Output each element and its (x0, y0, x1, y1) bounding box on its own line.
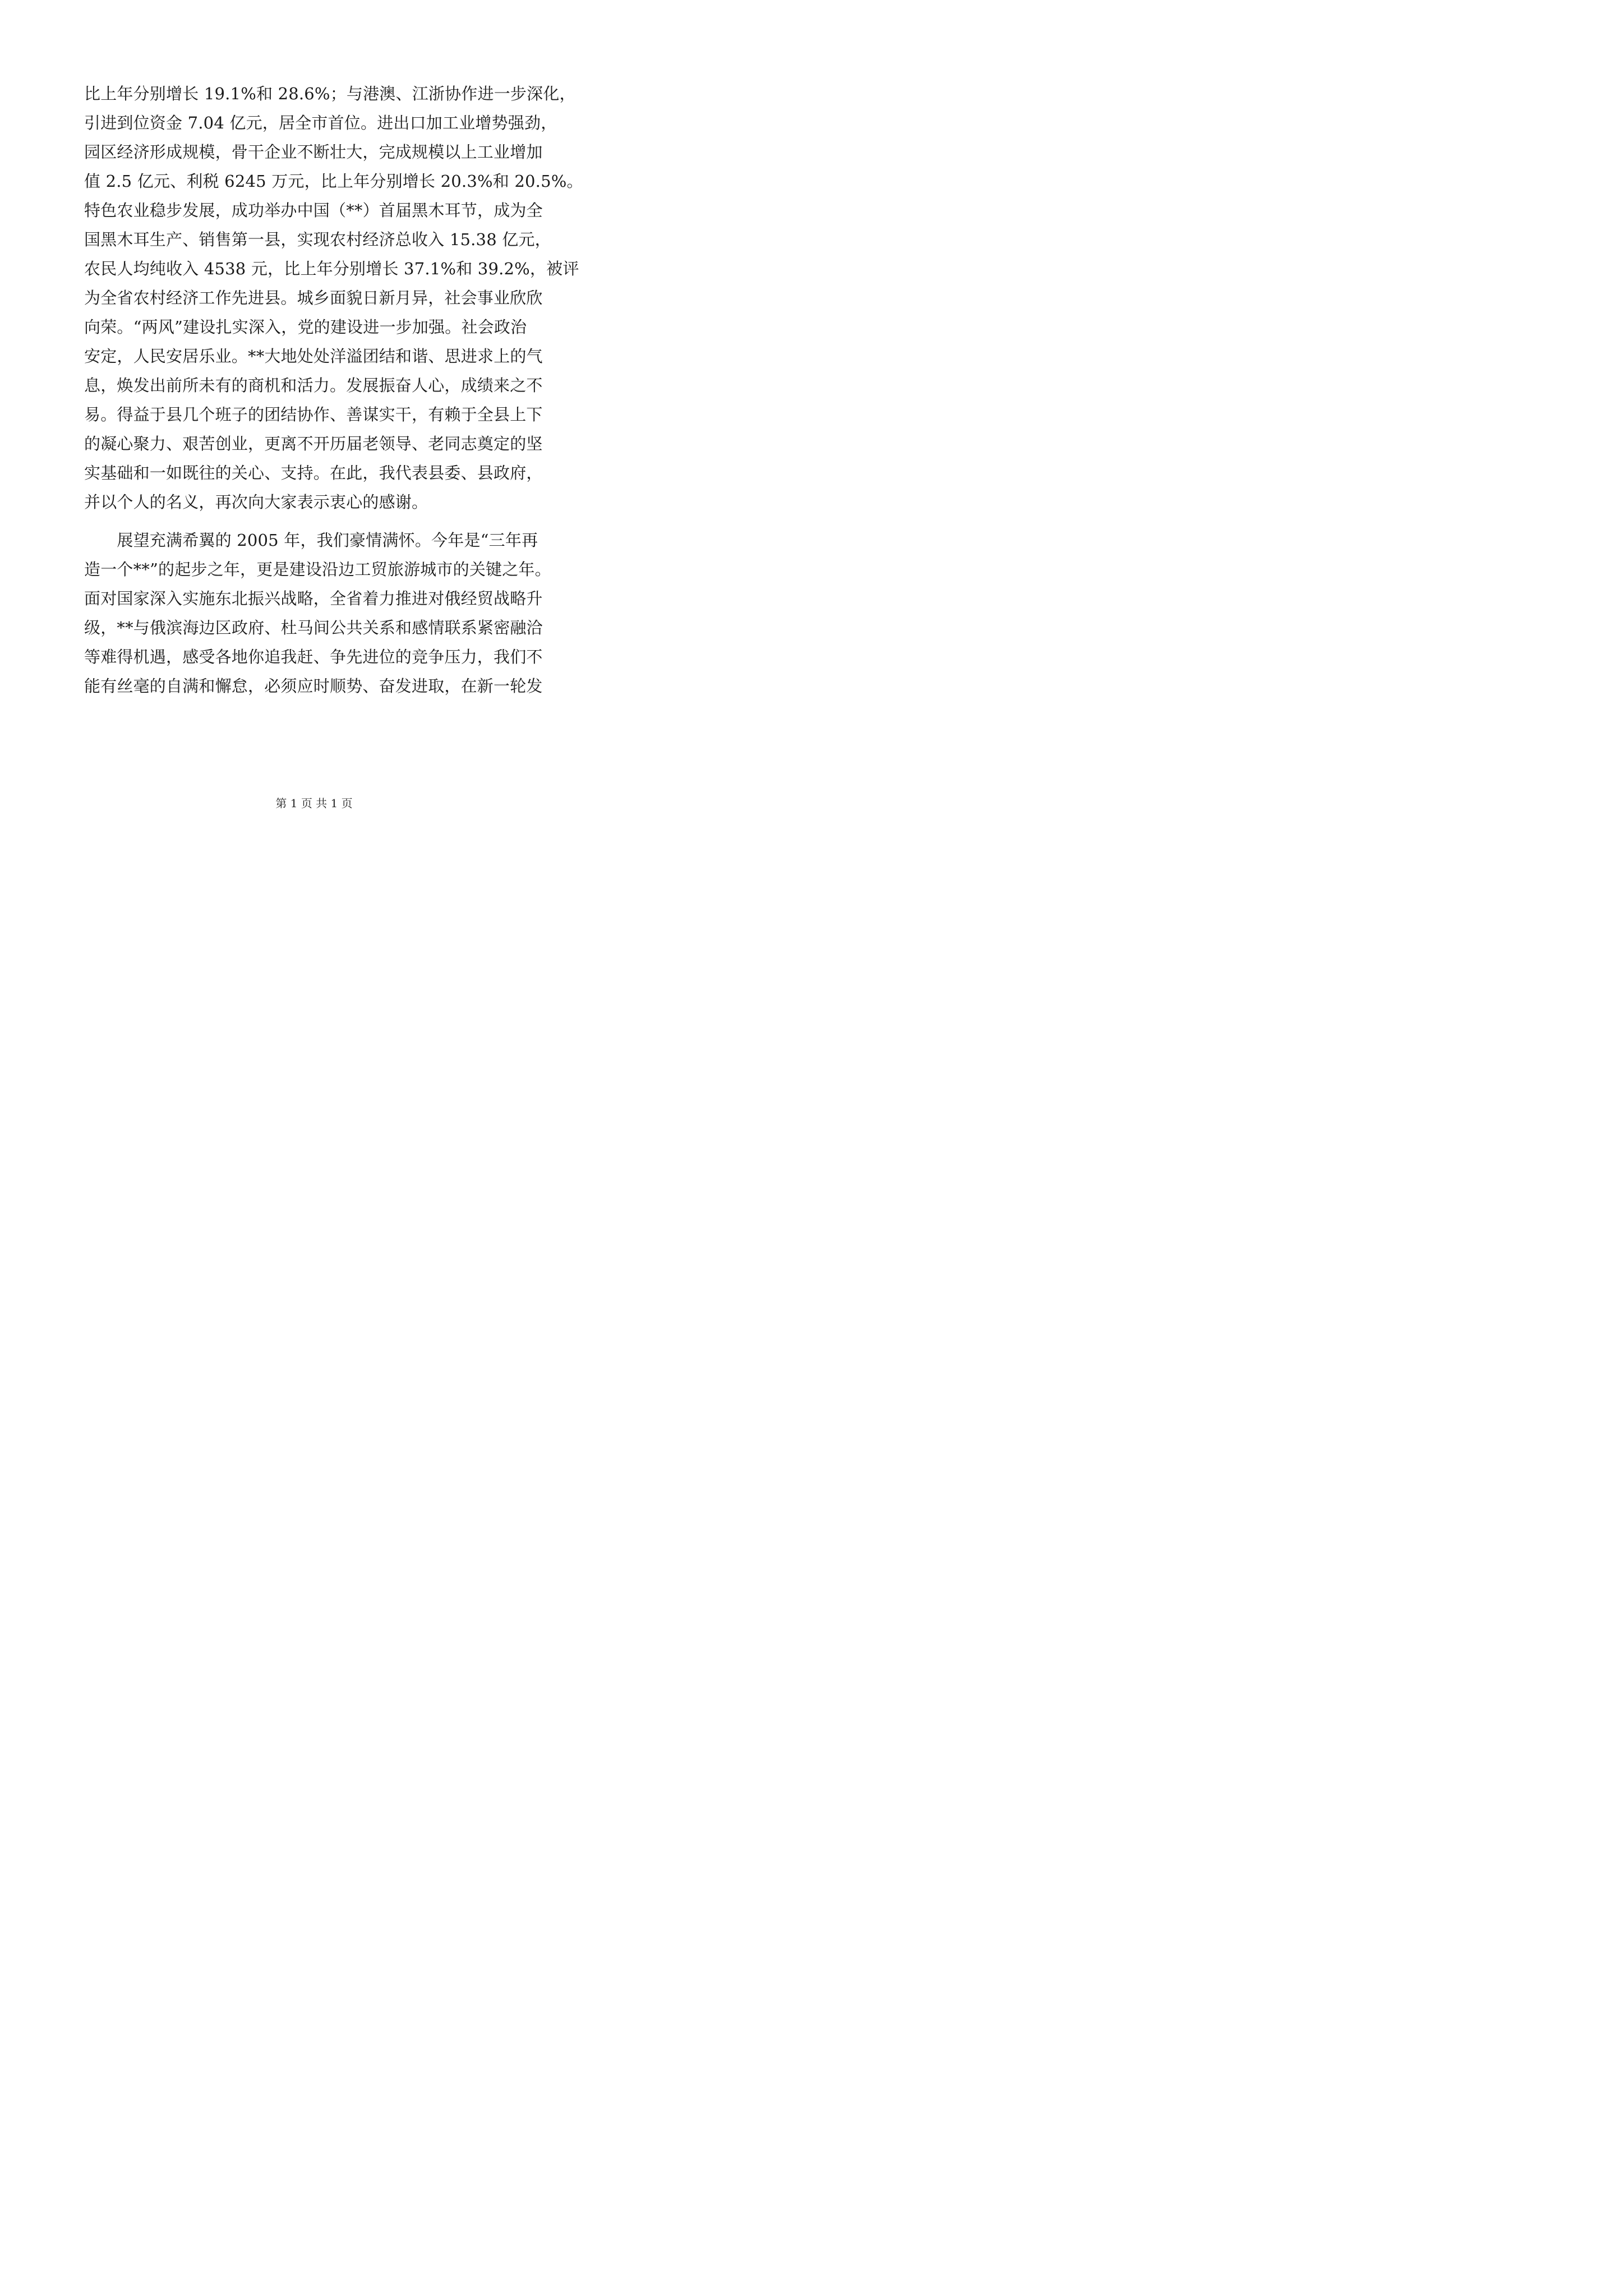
text-line: 易。得益于县几个班子的团结协作、善谋实干，有赖于全县上下 (84, 405, 543, 424)
text-line: 等难得机遇，感受各地你追我赶、争先进位的竞争压力，我们不 (84, 647, 543, 666)
text-line: 实基础和一如既往的关心、支持。在此，我代表县委、县政府， (84, 463, 543, 482)
text-line: 为全省农村经济工作先进县。城乡面貌日新月异，社会事业欣欣 (84, 288, 543, 307)
paragraph-spacing (84, 517, 555, 526)
text-line: 特色农业稳步发展，成功举办中国（**）首届黑木耳节，成为全 (84, 201, 543, 220)
text-line: 比上年分别增长 19.1%和 28.6%；与港澳、江浙协作进一步深化， (84, 84, 576, 103)
paragraph-2 (84, 526, 555, 701)
page-number-footer: 第 1 页 共 1 页 (275, 797, 353, 810)
document-page (0, 0, 628, 889)
document-body (84, 79, 583, 701)
text-line: 安定，人民安居乐业。**大地处处洋溢团结和谐、思进求上的气 (84, 347, 543, 366)
text-line: 展望充满希翼的 2005 年，我们豪情满怀。今年是“三年再 (84, 531, 538, 550)
text-line: 引进到位资金 7.04 亿元，居全市首位。进出口加工业增势强劲， (84, 113, 557, 132)
text-line: 造一个**”的起步之年，更是建设沿边工贸旅游城市的关键之年。 (84, 560, 551, 579)
text-line: 能有丝毫的自满和懈怠，必须应时顺势、奋发进取，在新一轮发 (84, 677, 543, 696)
text-line: 面对国家深入实施东北振兴战略，全省着力推进对俄经贸战略升 (84, 589, 543, 608)
text-line: 向荣。“两风”建设扎实深入，党的建设进一步加强。社会政治 (84, 318, 527, 337)
text-line: 的凝心聚力、艰苦创业，更离不开历届老领导、老同志奠定的坚 (84, 434, 543, 453)
text-line: 级，**与俄滨海边区政府、杜马间公共关系和感情联系紧密融洽 (84, 618, 543, 637)
text-line: 农民人均纯收入 4538 元，比上年分别增长 37.1%和 39.2%，被评 (84, 259, 579, 278)
paragraph-1 (84, 79, 583, 517)
text-line: 并以个人的名义，再次向大家表示衷心的感谢。 (84, 493, 428, 512)
text-line: 息，焕发出前所未有的商机和活力。发展振奋人心，成绩来之不 (84, 376, 543, 395)
text-line: 园区经济形成规模，骨干企业不断壮大，完成规模以上工业增加 (84, 142, 543, 162)
text-line: 值 2.5 亿元、利税 6245 万元，比上年分别增长 20.3%和 20.5%。 (84, 172, 583, 191)
text-line: 国黑木耳生产、销售第一县，实现农村经济总收入 15.38 亿元， (84, 230, 551, 249)
